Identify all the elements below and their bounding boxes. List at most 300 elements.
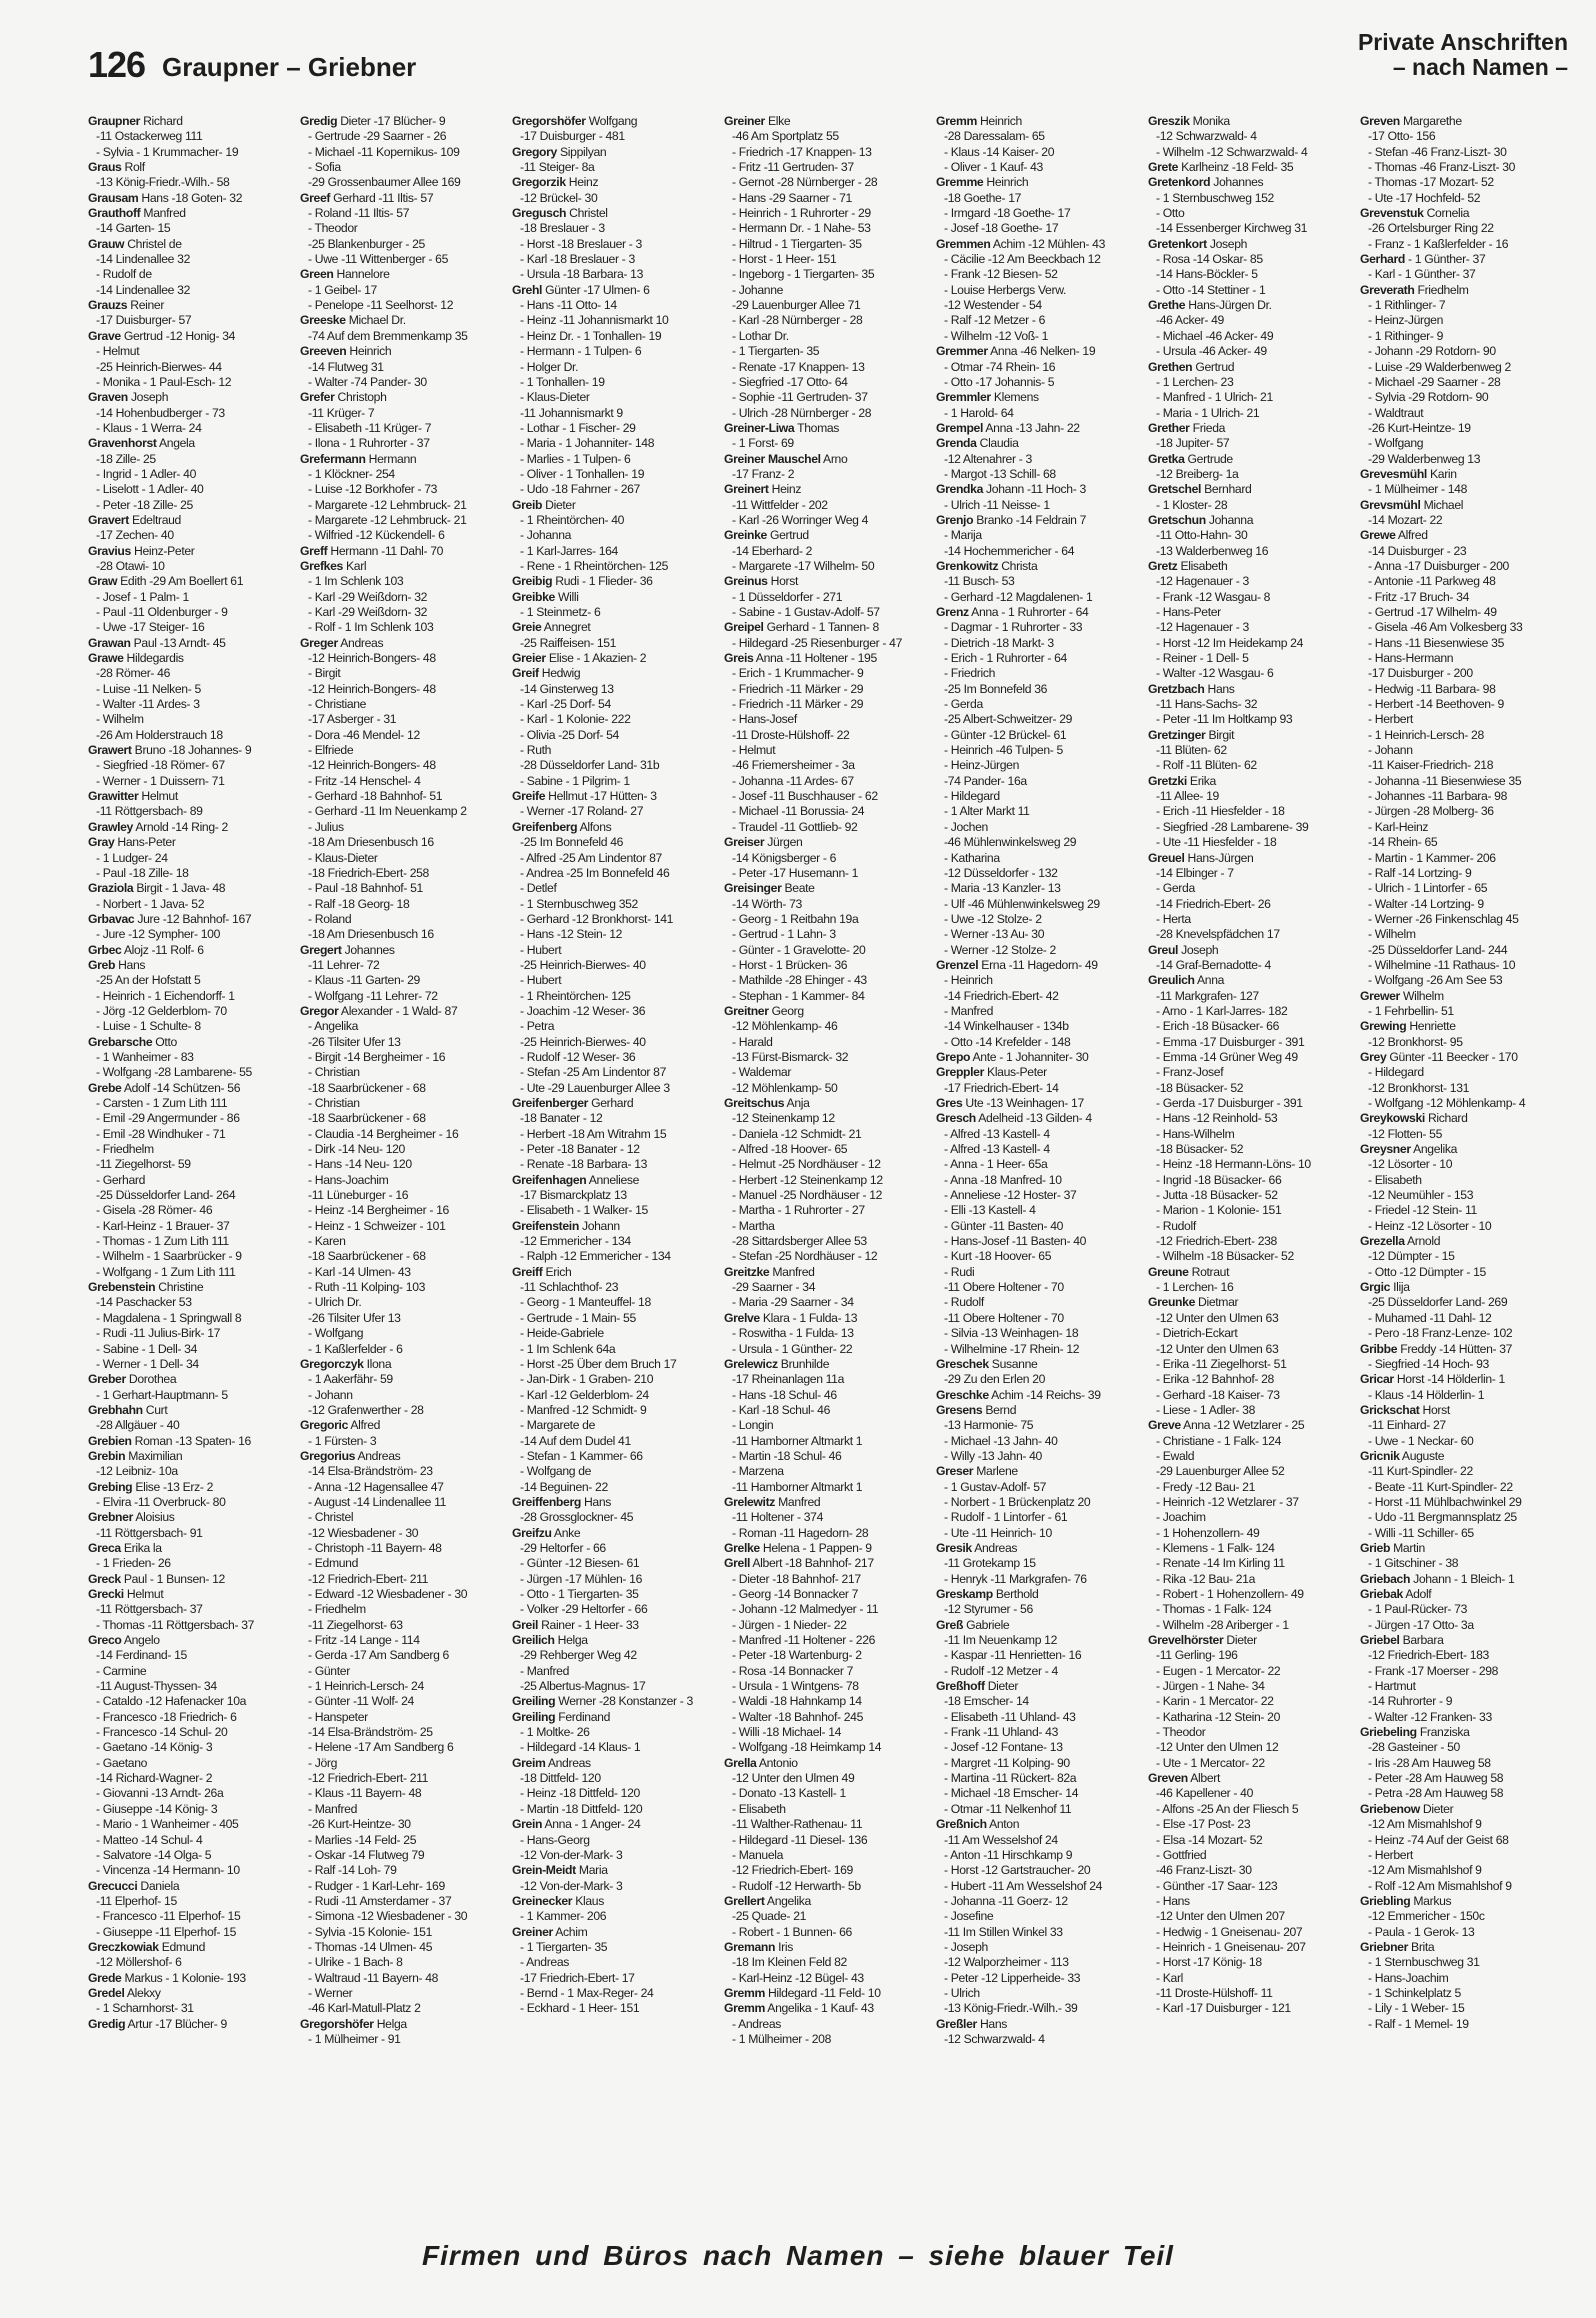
directory-entry: - Manfred - 1 Ulrich- 21 bbox=[1156, 390, 1273, 405]
directory-entry-surname bbox=[1148, 298, 1360, 313]
directory-entry: - Herbert -18 Am Witrahm 15 bbox=[520, 1126, 667, 1141]
directory-entry: - Manfred bbox=[308, 1801, 358, 1816]
directory-column bbox=[936, 114, 1148, 2244]
surname: Grawley bbox=[88, 819, 133, 834]
directory-entry: -12 Unter den Ulmen 63 bbox=[1156, 1341, 1279, 1356]
directory-entry-surname bbox=[1148, 421, 1360, 436]
directory-entry: - Gerhard -18 Kaiser- 73 bbox=[1156, 1387, 1280, 1402]
directory-entry: -11 Grotekamp 15 bbox=[944, 1556, 1036, 1571]
directory-entry-surname bbox=[936, 344, 1148, 359]
directory-entry: - 1 Gerhart-Hauptmann- 5 bbox=[96, 1387, 228, 1402]
entry-details: Anna - 1 Anger- 24 bbox=[542, 1817, 641, 1832]
directory-entry: - Eugen - 1 Mercator- 22 bbox=[1156, 1663, 1281, 1678]
surname: Grave bbox=[88, 328, 121, 343]
entry-details: Ferdinand bbox=[555, 1709, 611, 1724]
directory-entry-surname bbox=[88, 820, 300, 835]
surname: Grewing bbox=[1360, 1019, 1407, 1034]
directory-entry: -12 Breiberg- 1a bbox=[1156, 466, 1239, 481]
directory-entry: - Lothar Dr. bbox=[732, 328, 789, 343]
directory-entry: - Wilfried -12 Kückendell- 6 bbox=[308, 528, 445, 543]
entry-details: Heinrich bbox=[346, 344, 392, 359]
surname: Grebing bbox=[88, 1479, 133, 1494]
directory-entry-surname bbox=[724, 1096, 936, 1111]
directory-entry: - Siegfried -28 Lambarene- 39 bbox=[1156, 819, 1309, 834]
directory-entry: -12 Wiesbadener - 30 bbox=[308, 1525, 419, 1540]
directory-entry-surname bbox=[724, 1756, 936, 1771]
directory-entry: - Georg -14 Bonnacker 7 bbox=[732, 1587, 859, 1601]
directory-entry: -12 Friedrich-Ebert- 211 bbox=[308, 1571, 429, 1586]
directory-entry-surname bbox=[88, 160, 300, 175]
directory-entry: - Ulrich - 1 Lintorfer - 65 bbox=[1368, 881, 1488, 896]
directory-entry: - Wilhelm -12 Voß- 1 bbox=[944, 328, 1049, 343]
entry-details: Hannelore bbox=[333, 267, 390, 282]
directory-entry: - Peter -18 Banater - 12 bbox=[520, 1142, 640, 1157]
directory-entry: - Herta bbox=[1156, 911, 1191, 926]
directory-entry: - Olivia -25 Dorf- 54 bbox=[520, 727, 619, 742]
entry-details: Rolf bbox=[121, 160, 145, 175]
directory-entry: - Hans -11 Biesenwiese 35 bbox=[1368, 635, 1504, 650]
directory-entry: - Udo -11 Bergmannsplatz 25 bbox=[1368, 1510, 1517, 1525]
entry-details: Arnold -14 Ring- 2 bbox=[132, 819, 228, 834]
directory-entry: - Henryk -11 Markgrafen- 76 bbox=[944, 1571, 1087, 1586]
entry-details: Ilona bbox=[363, 1356, 392, 1371]
directory-entry: - Ewald bbox=[1156, 1448, 1195, 1463]
directory-entry-surname bbox=[88, 206, 300, 221]
surname: Grawan bbox=[88, 635, 131, 650]
directory-entry: -12 Lösorter - 10 bbox=[1368, 1157, 1453, 1172]
directory-column bbox=[512, 114, 724, 2244]
directory-entry: - Gerhard -12 Bronkhorst- 141 bbox=[520, 911, 674, 926]
directory-entry: -13 Fürst-Bismarck- 32 bbox=[732, 1049, 849, 1064]
directory-entry: - Rika -12 Bau- 21a bbox=[1156, 1571, 1256, 1586]
surname: Gregorczyk bbox=[300, 1356, 364, 1371]
directory-entry-surname bbox=[1148, 1295, 1360, 1310]
surname: Grenjo bbox=[936, 512, 974, 527]
directory-entry: - Wolfgang -12 Möhlenkamp- 4 bbox=[1368, 1096, 1526, 1110]
directory-entry-surname bbox=[724, 1311, 936, 1326]
surname: Greverath bbox=[1360, 282, 1415, 297]
directory-entry: - Ulrich bbox=[944, 1985, 980, 2000]
entry-details: Hellmut -17 Hütten- 3 bbox=[545, 789, 657, 804]
directory-entry: - Klaus -14 Kaiser- 20 bbox=[944, 144, 1055, 159]
directory-entry: -18 Friedrich-Ebert- 258 bbox=[308, 865, 429, 880]
directory-entry: -46 Acker- 49 bbox=[1156, 313, 1224, 328]
directory-entry: - Johann bbox=[1368, 743, 1413, 758]
directory-entry: - 1 Sternbuschweg 31 bbox=[1368, 1955, 1480, 1970]
directory-entry-surname bbox=[1148, 1771, 1360, 1786]
directory-entry: - 1 Alter Markt 11 bbox=[944, 804, 1030, 819]
directory-entry: - Rudger - 1 Karl-Lehr- 169 bbox=[308, 1878, 445, 1893]
directory-entry-surname bbox=[300, 1418, 512, 1433]
directory-entry: - Jure -12 Sympher- 100 bbox=[96, 927, 221, 942]
directory-entry: - 1 Heinrich-Lersch- 28 bbox=[1368, 727, 1484, 742]
directory-entry: - Julius bbox=[308, 819, 344, 834]
directory-entry: - Gertrude - 1 Main- 55 bbox=[520, 1310, 636, 1325]
directory-entry: - Helmut -25 Nordhäuser - 12 bbox=[732, 1157, 881, 1172]
directory-column bbox=[1148, 114, 1360, 2244]
surname: Greeske bbox=[300, 313, 346, 328]
directory-entry-surname bbox=[1148, 114, 1360, 129]
directory-entry: - Walter -12 Wasgau- 6 bbox=[1156, 666, 1274, 681]
directory-entry-surname bbox=[88, 651, 300, 666]
directory-entry: - Sophie -11 Gertruden- 37 bbox=[732, 390, 868, 405]
directory-entry: -25 Heinrich-Bierwes- 40 bbox=[520, 957, 646, 972]
directory-entry: - Ute -29 Lauenburger Allee 3 bbox=[520, 1080, 670, 1095]
directory-entry: - Michael -11 Kopernikus- 109 bbox=[308, 144, 460, 159]
directory-entry: - Alfred -18 Hoover- 65 bbox=[732, 1142, 848, 1157]
entry-details: Michael Dr. bbox=[345, 313, 406, 328]
directory-entry: - Otmar -11 Nelkenhof 11 bbox=[944, 1801, 1072, 1816]
entry-details: Elise -13 Erz- 2 bbox=[132, 1479, 214, 1494]
directory-entry: -11 Einhard- 27 bbox=[1368, 1418, 1446, 1433]
directory-entry-surname bbox=[512, 666, 724, 681]
directory-entry-surname bbox=[88, 390, 300, 405]
entry-details: Dieter bbox=[542, 497, 576, 512]
directory-entry: - Irmgard -18 Goethe- 17 bbox=[944, 206, 1071, 221]
directory-entry: -14 Hohenbudberger - 73 bbox=[96, 405, 225, 420]
surname: Greitzke bbox=[724, 1264, 770, 1279]
directory-entry: - Gisela -28 Römer- 46 bbox=[96, 1203, 213, 1218]
surname: Greiner bbox=[724, 114, 765, 128]
directory-entry-surname bbox=[512, 1495, 724, 1510]
surname: Greife bbox=[512, 789, 546, 804]
directory-entry: - Heinz -11 Johannismarkt 10 bbox=[520, 313, 669, 328]
directory-entry: -29 Saarner - 34 bbox=[732, 1280, 816, 1295]
section-heading-line-2: – nach Namen – bbox=[1392, 54, 1568, 80]
directory-entry: - Klaus-Dieter bbox=[520, 390, 590, 405]
entry-details: Rudi - 1 Flieder- 36 bbox=[552, 574, 653, 589]
directory-entry: - Ulrich Dr. bbox=[308, 1295, 362, 1310]
directory-entry-surname bbox=[88, 1940, 300, 1955]
directory-entry-surname bbox=[724, 620, 936, 635]
surname: Gretenkord bbox=[1148, 175, 1211, 190]
directory-entry: -14 Rhein- 65 bbox=[1368, 835, 1438, 850]
directory-entry: -11 Röttgersbach- 37 bbox=[96, 1602, 203, 1617]
directory-entry: -12 Leibniz- 10a bbox=[96, 1464, 178, 1479]
directory-entry: -18 Emscher- 14 bbox=[944, 1694, 1029, 1709]
directory-entry: -46 Mühlenwinkelsweg 29 bbox=[944, 835, 1077, 850]
directory-entry: - Maria -29 Saarner - 34 bbox=[732, 1295, 854, 1310]
directory-entry: - Elisabeth - 1 Walker- 15 bbox=[520, 1203, 648, 1218]
directory-entry: - 1 Tiergarten- 35 bbox=[520, 1939, 608, 1954]
directory-entry: - Franz-Josef bbox=[1156, 1065, 1224, 1080]
surname: Grewe bbox=[1360, 528, 1396, 543]
directory-entry: - Hildegard bbox=[1368, 1065, 1424, 1080]
directory-entry: - Carsten - 1 Zum Lith 111 bbox=[96, 1096, 228, 1110]
directory-entry: - Helmut bbox=[732, 743, 776, 758]
directory-entry-surname bbox=[1148, 160, 1360, 175]
directory-entry: - Heinrich bbox=[944, 973, 993, 988]
surname: Greco bbox=[88, 1633, 122, 1648]
entry-details: Maria bbox=[575, 1863, 608, 1878]
directory-entry: - Fritz -14 Henschel- 4 bbox=[308, 773, 421, 788]
entry-details: Horst bbox=[767, 574, 799, 589]
directory-entry: - Rudolf bbox=[944, 1295, 984, 1310]
directory-entry-surname bbox=[1148, 728, 1360, 743]
directory-entry: - Waldemar bbox=[732, 1065, 792, 1080]
directory-entry: - Monika - 1 Paul-Esch- 12 bbox=[96, 374, 232, 389]
directory-entry: - Hans-Georg bbox=[520, 1832, 590, 1847]
directory-entry: -29 Heltorfer - 66 bbox=[520, 1540, 606, 1555]
directory-entry-surname bbox=[512, 1894, 724, 1909]
directory-entry: - 1 Im Schlenk 64a bbox=[520, 1341, 616, 1356]
directory-entry: - Mathilde -28 Ehinger - 43 bbox=[732, 973, 867, 988]
surname: Greppler bbox=[936, 1065, 984, 1080]
surname: Greunke bbox=[1148, 1295, 1195, 1310]
directory-entry-surname bbox=[300, 114, 512, 129]
directory-entry: - Matteo -14 Schul- 4 bbox=[96, 1832, 203, 1847]
directory-entry: - Friedrich bbox=[944, 666, 995, 681]
directory-entry: -12 Düsseldorfer - 132 bbox=[944, 865, 1058, 880]
directory-entry: - Karl -26 Worringer Weg 4 bbox=[732, 512, 869, 527]
surname: Gresens bbox=[936, 1402, 983, 1417]
directory-entry: -17 Asberger - 31 bbox=[308, 712, 397, 727]
entry-details: Anneliese bbox=[586, 1172, 640, 1187]
entry-details: Auguste bbox=[1399, 1448, 1445, 1463]
directory-entry: - Walter -11 Ardes- 3 bbox=[96, 697, 200, 712]
directory-entry: - Wilhelm bbox=[96, 712, 144, 727]
directory-entry: - Michael -13 Jahn- 40 bbox=[944, 1433, 1058, 1448]
directory-entry: - 1 Kloster- 28 bbox=[1156, 497, 1228, 512]
directory-entry-surname bbox=[1360, 1802, 1572, 1817]
directory-entry: -12 Schwarzwald- 4 bbox=[944, 2031, 1045, 2046]
surname: Grevsmühl bbox=[1360, 497, 1421, 512]
entry-details: Hans bbox=[976, 2016, 1007, 2031]
directory-entry: - Elisabeth bbox=[1368, 1172, 1422, 1187]
surname: Greysner bbox=[1360, 1142, 1411, 1157]
entry-details: Reiner bbox=[127, 298, 165, 313]
directory-entry-surname bbox=[1148, 682, 1360, 697]
directory-entry: -13 König-Friedr.-Wilh.- 58 bbox=[96, 175, 230, 190]
directory-entry-surname bbox=[1148, 360, 1360, 375]
directory-entry-surname bbox=[300, 390, 512, 405]
directory-entry: - Pero -18 Franz-Lenze- 102 bbox=[1368, 1326, 1513, 1341]
directory-entry: -12 Altenahrer - 3 bbox=[944, 451, 1032, 466]
surname: Greiling bbox=[512, 1694, 556, 1709]
directory-entry-surname bbox=[1360, 1050, 1572, 1065]
surname: Gerhard bbox=[1360, 252, 1405, 267]
directory-entry: - Paul -11 Oldenburger - 9 bbox=[96, 605, 228, 619]
directory-entry-surname bbox=[1148, 237, 1360, 252]
entry-details: Dieter bbox=[1223, 1633, 1257, 1648]
directory-entry: - Birgit bbox=[308, 666, 341, 681]
directory-entry: - Karl -28 Nürnberger - 28 bbox=[732, 313, 863, 328]
directory-entry: -12 Friedrich-Ebert- 238 bbox=[1156, 1234, 1277, 1249]
directory-entry: - Frank -12 Biesen- 52 bbox=[944, 267, 1058, 282]
directory-entry: - Hildegard -25 Riesenburger - 47 bbox=[732, 635, 903, 650]
directory-entry: -25 Düsseldorfer Land- 269 bbox=[1368, 1295, 1508, 1310]
directory-entry: - Andreas bbox=[520, 1955, 570, 1970]
directory-entry: - Fritz -11 Gertruden- 37 bbox=[732, 160, 854, 175]
directory-entry: -11 Hamborner Altmarkt 1 bbox=[732, 1479, 863, 1494]
entry-details: Thomas bbox=[794, 420, 840, 435]
entry-details: Anton bbox=[986, 1817, 1020, 1832]
directory-entry: - Uwe - 1 Neckar- 60 bbox=[1368, 1433, 1474, 1448]
directory-entry-surname bbox=[936, 1464, 1148, 1479]
surname: Grefer bbox=[300, 390, 335, 405]
directory-entry-surname bbox=[936, 1403, 1148, 1418]
directory-entry: - Waldi -18 Hahnkamp 14 bbox=[732, 1694, 862, 1709]
directory-entry: -25 Blankenburger - 25 bbox=[308, 236, 425, 251]
entry-details: Elke bbox=[764, 114, 791, 128]
directory-entry: - Hans-Josef -11 Basten- 40 bbox=[944, 1234, 1087, 1249]
directory-entry: - Francesco -11 Elperhof- 15 bbox=[96, 1909, 241, 1924]
directory-entry: -11 Gerling- 196 bbox=[1156, 1648, 1238, 1663]
directory-entry: -12 Am Mismahlshof 9 bbox=[1368, 1817, 1482, 1832]
directory-entry: - 1 Mülheimer - 208 bbox=[732, 2031, 832, 2046]
directory-entry: - Karl -14 Ulmen- 43 bbox=[308, 1264, 411, 1279]
directory-entry: -14 Flutweg 31 bbox=[308, 359, 384, 374]
directory-entry: - Hildegard -14 Klaus- 1 bbox=[520, 1740, 641, 1755]
directory-entry: - Edward -12 Wiesbadener - 30 bbox=[308, 1587, 468, 1601]
surname: Gray bbox=[88, 835, 115, 850]
directory-entry-surname bbox=[1148, 774, 1360, 789]
surname: Graupner bbox=[88, 114, 141, 128]
surname: Greven bbox=[1360, 114, 1400, 128]
directory-entry: - Günter - 1 Gravelotte- 20 bbox=[732, 942, 866, 957]
directory-entry: - Angelika bbox=[308, 1019, 359, 1034]
entry-details: Angela bbox=[156, 436, 195, 451]
entry-details: Marlene bbox=[973, 1464, 1018, 1479]
directory-entry-surname bbox=[88, 743, 300, 758]
directory-entry: - Heinrich -12 Wetzlarer - 37 bbox=[1156, 1494, 1299, 1509]
directory-entry: -14 Duisburger - 23 bbox=[1368, 543, 1467, 558]
surname: Griebel bbox=[1360, 1633, 1400, 1648]
surname: Grecucci bbox=[88, 1878, 138, 1893]
directory-entry: - Horst -17 König- 18 bbox=[1156, 1955, 1262, 1970]
directory-entry: -18 Büsacker- 52 bbox=[1156, 1142, 1244, 1157]
directory-entry: - Ralf -18 Georg- 18 bbox=[308, 896, 410, 911]
directory-entry: - Jürgen - 1 Nieder- 22 bbox=[732, 1617, 847, 1632]
directory-entry-surname bbox=[1360, 1572, 1572, 1587]
directory-entry: -18 Im Kleinen Feld 82 bbox=[732, 1955, 847, 1970]
directory-entry: - Horst - 1 Heer- 151 bbox=[732, 252, 837, 267]
entry-details: Claudia bbox=[976, 436, 1019, 451]
surname: Greif bbox=[512, 666, 539, 681]
entry-details: Joseph bbox=[127, 390, 169, 405]
directory-entry: - Liselott - 1 Adler- 40 bbox=[96, 482, 204, 497]
directory-entry: -28 Daressalam- 65 bbox=[944, 129, 1045, 144]
directory-entry: -29 Lauenburger Allee 52 bbox=[1156, 1464, 1285, 1479]
directory-entry: -25 Im Bonnefeld 46 bbox=[520, 835, 624, 850]
directory-entry: - Heinz -74 Auf der Geist 68 bbox=[1368, 1832, 1509, 1847]
surname: Greiser bbox=[724, 835, 765, 850]
entry-details: Christel de bbox=[124, 236, 182, 251]
directory-entry-surname bbox=[1360, 528, 1572, 543]
directory-entry-surname bbox=[936, 559, 1148, 574]
surname: Griebeling bbox=[1360, 1725, 1417, 1740]
directory-entry: - Heinz -12 Lösorter - 10 bbox=[1368, 1218, 1492, 1233]
directory-entry: - Johanna bbox=[520, 528, 572, 543]
entry-details: Michael bbox=[1420, 497, 1464, 512]
directory-entry: - Josef -11 Buschhauser - 62 bbox=[732, 789, 878, 804]
directory-entry: - Paula - 1 Gerok- 13 bbox=[1368, 1924, 1475, 1939]
directory-entry: -14 Elsa-Brändström- 25 bbox=[308, 1725, 433, 1740]
directory-entry: - Fritz -14 Lange - 114 bbox=[308, 1633, 420, 1648]
entry-details: Hermann -11 Dahl- 70 bbox=[327, 543, 444, 558]
directory-entry-surname bbox=[1148, 175, 1360, 190]
directory-entry-surname bbox=[512, 1756, 724, 1771]
directory-entry: - Hans -29 Saarner - 71 bbox=[732, 190, 852, 205]
directory-entry: - Uwe -11 Wittenberger - 65 bbox=[308, 252, 449, 267]
directory-entry: - Hildegard -11 Diesel- 136 bbox=[732, 1832, 868, 1847]
directory-entry-surname bbox=[936, 1096, 1148, 1111]
directory-entry-surname bbox=[1360, 1280, 1572, 1295]
directory-entry: - Hanspeter bbox=[308, 1709, 368, 1724]
directory-entry: - 1 Paul-Rücker- 73 bbox=[1368, 1602, 1468, 1617]
entry-details: Paul -13 Arndt- 45 bbox=[130, 635, 226, 650]
directory-entry: - Simona -12 Wiesbadener - 30 bbox=[308, 1909, 468, 1924]
surname: Greskamp bbox=[936, 1587, 993, 1601]
entry-details: Bruno -18 Johannes- 9 bbox=[131, 743, 252, 758]
entry-details: Johann bbox=[578, 1218, 620, 1233]
directory-entry: -18 Jupiter- 57 bbox=[1156, 436, 1230, 451]
directory-entry: - Maria - 1 Johanniter- 148 bbox=[520, 436, 655, 451]
entry-details: Angelika - 1 Kauf- 43 bbox=[764, 2001, 874, 2016]
directory-entry: - Horst -25 Über dem Bruch 17 bbox=[520, 1356, 677, 1371]
directory-entry: - Erich -11 Hiesfelder - 18 bbox=[1156, 804, 1285, 819]
directory-entry: - Ute -11 Hiesfelder - 18 bbox=[1156, 835, 1277, 850]
surname: Greßler bbox=[936, 2016, 977, 2031]
surname: Greszik bbox=[1148, 114, 1190, 128]
surname: Gretschun bbox=[1148, 512, 1206, 527]
directory-entry: - Elisabeth -11 Krüger- 7 bbox=[308, 420, 432, 435]
entry-details: Iris bbox=[775, 1939, 793, 1954]
directory-entry: - Jürgen -17 Mühlen- 16 bbox=[520, 1571, 643, 1586]
directory-entry: - Thomas - 1 Zum Lith 111 bbox=[96, 1234, 229, 1249]
directory-entry: - Christian bbox=[308, 1065, 360, 1080]
directory-entry: - Wolfgang de bbox=[520, 1464, 592, 1479]
directory-entry: - Ralph -12 Emmericher - 134 bbox=[520, 1249, 671, 1264]
directory-entry: - Volker -29 Heltorfer - 66 bbox=[520, 1602, 648, 1617]
directory-entry: - 1 Wanheimer - 83 bbox=[96, 1049, 194, 1064]
directory-listing bbox=[88, 114, 1572, 2244]
surname: Greis bbox=[724, 651, 754, 666]
entry-details: Aloisius bbox=[132, 1510, 175, 1525]
entry-details: Richard bbox=[140, 114, 183, 128]
surname: Grebner bbox=[88, 1510, 133, 1525]
directory-entry: - Martha bbox=[732, 1218, 775, 1233]
entry-details: Berthold bbox=[992, 1587, 1039, 1601]
directory-entry: -14 Graf-Bernadotte- 4 bbox=[1156, 957, 1271, 972]
surname: Gregorius bbox=[300, 1448, 356, 1463]
directory-entry-surname bbox=[88, 1879, 300, 1894]
directory-entry: -11 Obere Holtener - 70 bbox=[944, 1280, 1064, 1295]
entry-details: Anna -46 Nelken- 19 bbox=[987, 344, 1096, 359]
directory-entry: -18 Saarbrückener - 68 bbox=[308, 1080, 426, 1095]
entry-details: Werner -28 Konstanzer - 3 bbox=[555, 1694, 693, 1709]
directory-entry: - Dietrich -18 Markt- 3 bbox=[944, 635, 1054, 650]
directory-entry: - Rudi -11 Amsterdamer - 37 bbox=[308, 1893, 452, 1908]
surname: Gremm bbox=[936, 114, 977, 128]
directory-entry: - Theodor bbox=[1156, 1725, 1206, 1740]
directory-entry: - Luise -11 Nelken- 5 bbox=[96, 681, 201, 696]
directory-entry: -14 Hochemmericher - 64 bbox=[944, 543, 1075, 558]
entry-details: Manfred bbox=[775, 1494, 821, 1509]
directory-entry: - Karl -25 Dorf- 54 bbox=[520, 697, 611, 712]
directory-entry: -28 Grossglockner- 45 bbox=[520, 1510, 634, 1525]
directory-entry: - Gerhard -11 Im Neuenkamp 2 bbox=[308, 804, 467, 819]
entry-details: Horst -14 Hölderlin- 1 bbox=[1393, 1372, 1505, 1387]
directory-entry: - Sabine - 1 Gustav-Adolf- 57 bbox=[732, 605, 880, 619]
surname: Gregusch bbox=[512, 206, 567, 221]
entry-details: Joseph bbox=[1178, 942, 1219, 957]
directory-entry: - Horst -12 Im Heidekamp 24 bbox=[1156, 635, 1304, 650]
directory-entry: - Rosa -14 Oskar- 85 bbox=[1156, 252, 1263, 267]
surname: Graus bbox=[88, 160, 122, 175]
entry-details: Angelika bbox=[764, 1893, 811, 1908]
directory-entry: - Elli -13 Kastell- 4 bbox=[944, 1203, 1036, 1218]
